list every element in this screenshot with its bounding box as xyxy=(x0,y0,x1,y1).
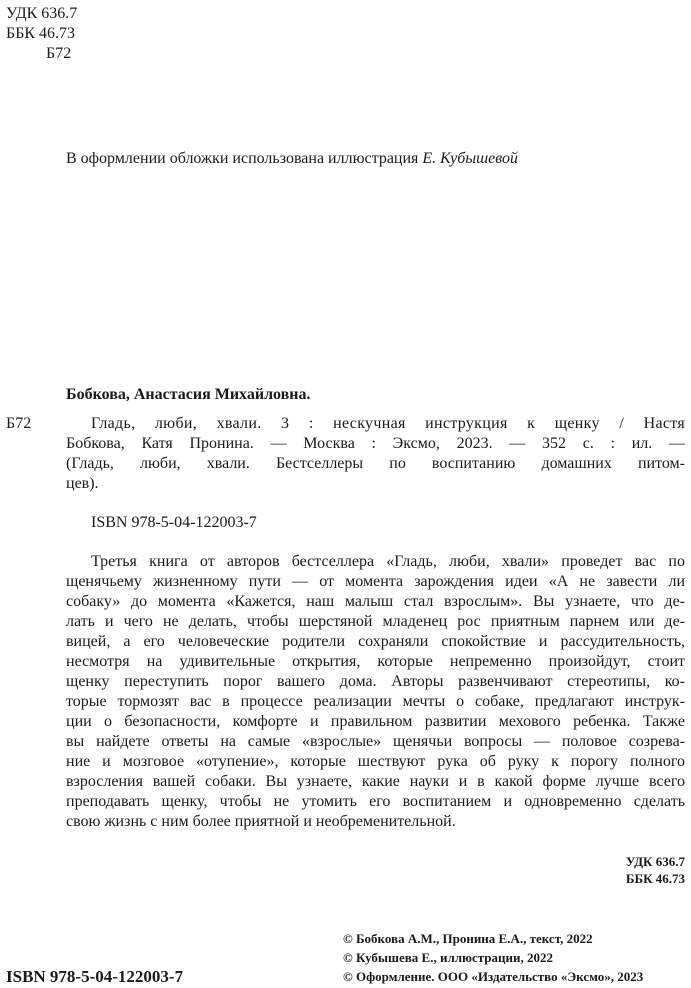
copyright-line: © Оформление. ООО «Издательство «Эксмо», 2023 xyxy=(343,969,644,984)
bibliography-line: Гладь, люби, хвали. 3 : нескучная инструкция к щенку / Настя xyxy=(91,415,685,432)
author-mark: Б72 xyxy=(46,45,72,62)
copyright-line: © Кубышева Е., иллюстрации, 2022 xyxy=(343,950,554,965)
annotation-line: свою жизнь с ним более приятной и необременительной. xyxy=(66,813,456,830)
annotation-line: преподавать щенку, чтобы не утомить его воспитанием и одновременно сделать xyxy=(66,793,685,810)
illustrator-name: Е. Кубышевой xyxy=(422,150,519,167)
author-heading: Бобкова, Анастасия Михайловна. xyxy=(66,386,311,403)
bibliography-isbn: ISBN 978-5-04-122003-7 xyxy=(91,514,257,531)
bbk-code: ББК 46.73 xyxy=(6,25,76,42)
annotation-line: взросления вашей собаки. Вы узнаете, какие науки и в какой форме лучше всего xyxy=(66,773,685,790)
bibliography-line: (Гладь, люби, хвали. Бестселлеры по воспитанию домашних питом- xyxy=(66,455,685,472)
annotation-line: щенку переступить порог вашего дома. Авторы развенчивают стереотипы, ко- xyxy=(66,673,685,690)
annotation-line: лать и чего не делать, чтобы шерстяной младенец рос приятным парнем или де- xyxy=(66,613,685,630)
annotation-line: несмотря на удивительные открытия, которые непременно произойдут, стоит xyxy=(66,653,685,670)
annotation-line: Третья книга от авторов бестселлера «Гладь, люби, хвали» проведет вас по xyxy=(91,553,685,570)
annotation-line: вы найдете ответы на самые «взрослые» щенячьи вопросы — половое созрева- xyxy=(66,733,685,750)
cover-note xyxy=(66,149,518,169)
copyright-line: © Бобкова А.М., Пронина Е.А., текст, 2022 xyxy=(343,931,593,946)
classification-bbk: ББК 46.73 xyxy=(625,871,685,886)
annotation-line: ние и мозговое «отупение», которые шествуют рука об руку к порогу полного xyxy=(66,753,685,770)
bibliography-line: цев). xyxy=(66,475,99,492)
annotation-line: ции о безопасности, комфорте и правильном развитии мехового ребенка. Также xyxy=(66,713,685,730)
annotation-line: щенячьему жизненному пути — от момента зарождения идеи «А не завести ли xyxy=(66,573,685,590)
udk-code: УДК 636.7 xyxy=(6,5,78,22)
cover-note-text: В оформлении обложки использована иллюстрация xyxy=(66,150,423,167)
annotation-line: торые тормозят вас в процессе реализации мечты о собаке, предлагают инструк- xyxy=(66,693,685,710)
annotation-line: вицей, а его человеческие родители сохраняли спокойствие и рассудительность, xyxy=(66,633,685,650)
classification-udk: УДК 636.7 xyxy=(625,854,685,869)
bibliography-line: Бобкова, Катя Пронина. — Москва : Эксмо, 2023. — 352 с. : ил. — xyxy=(66,435,685,452)
annotation-line: собаку» до момента «Кажется, наш малыш стал взрослым». Вы узнаете, что де- xyxy=(66,593,685,610)
footer-isbn: ISBN 978-5-04-122003-7 xyxy=(6,967,184,986)
bibliography-mark: Б72 xyxy=(6,415,32,432)
